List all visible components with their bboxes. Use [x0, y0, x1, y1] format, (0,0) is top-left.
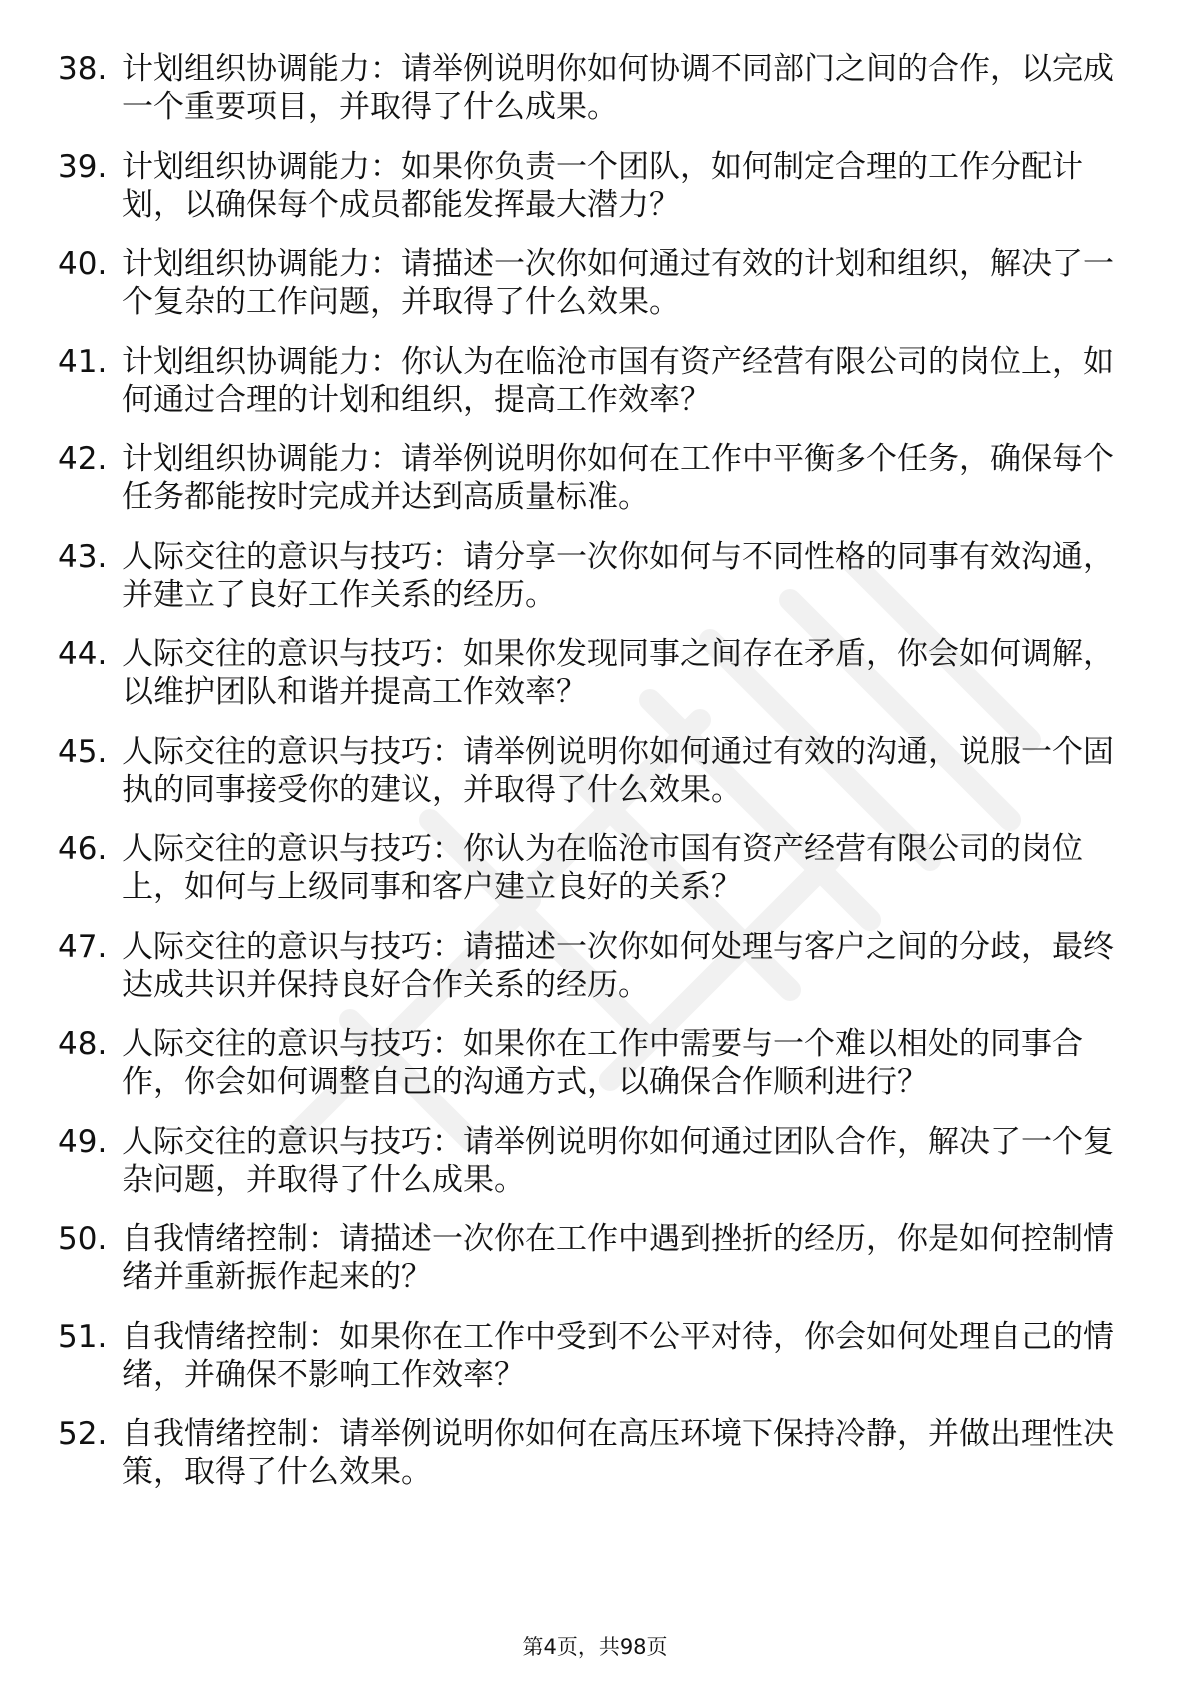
- question-number: 52.: [58, 1416, 108, 1452]
- question-text: 人际交往的意识与技巧：请描述一次你如何处理与客户之间的分歧，最终达成共识并保持良好合作关系的经历。: [122, 928, 1114, 1003]
- question-item-42: [58, 440, 1138, 516]
- question-number: 44.: [58, 636, 108, 672]
- question-item-46: [58, 830, 1138, 906]
- question-number: 38.: [58, 51, 108, 87]
- question-item-39: [58, 148, 1138, 224]
- question-item-51: [58, 1318, 1138, 1394]
- question-number: 45.: [58, 733, 108, 770]
- question-number: 46.: [58, 831, 108, 867]
- question-text: 人际交往的意识与技巧：请分享一次你如何与不同性格的同事有效沟通，并建立了良好工作关系的经历。: [122, 538, 1114, 613]
- question-text: 计划组织协调能力：请举例说明你如何协调不同部门之间的合作，以完成一个重要项目，并取得了什么成果。: [122, 51, 1114, 125]
- question-number: 51.: [58, 1318, 108, 1355]
- question-item-43: [58, 538, 1138, 614]
- question-text: 计划组织协调能力：请举例说明你如何在工作中平衡多个任务，确保每个任务都能按时完成并达到高质量标准。: [122, 441, 1114, 515]
- question-item-45: [58, 733, 1138, 809]
- question-number: 40.: [58, 246, 108, 282]
- question-item-38: [58, 50, 1138, 126]
- question-text: 人际交往的意识与技巧：请举例说明你如何通过有效的沟通，说服一个固执的同事接受你的建议，并取得了什么效果。: [122, 733, 1114, 808]
- page-number-label: 第4页，共98页: [522, 1635, 668, 1659]
- question-text: 计划组织协调能力：如果你负责一个团队，如何制定合理的工作分配计划，以确保每个成员都能发挥最大潜力？: [122, 148, 1083, 223]
- question-text: 计划组织协调能力：请描述一次你如何通过有效的计划和组织，解决了一个复杂的工作问题，并取得了什么效果。: [122, 246, 1114, 320]
- question-item-49: [58, 1123, 1138, 1199]
- question-text: 计划组织协调能力：你认为在临沧市国有资产经营有限公司的岗位上，如何通过合理的计划和组织，提高工作效率？: [122, 343, 1114, 418]
- question-item-40: [58, 245, 1138, 321]
- question-number: 43.: [58, 538, 108, 575]
- question-text: 人际交往的意识与技巧：如果你发现同事之间存在矛盾，你会如何调解，以维护团队和谐并提高工作效率？: [122, 636, 1114, 710]
- question-number: 49.: [58, 1123, 108, 1160]
- question-number: 42.: [58, 441, 108, 477]
- question-number: 47.: [58, 928, 108, 965]
- question-number: 39.: [58, 148, 108, 185]
- question-number: 50.: [58, 1221, 108, 1257]
- question-text: 自我情绪控制：如果你在工作中受到不公平对待，你会如何处理自己的情绪，并确保不影响工作效率？: [122, 1318, 1114, 1393]
- question-text: 人际交往的意识与技巧：请举例说明你如何通过团队合作，解决了一个复杂问题，并取得了什么成果。: [122, 1123, 1114, 1198]
- question-item-44: [58, 635, 1138, 711]
- question-item-52: [58, 1415, 1138, 1491]
- question-number: 48.: [58, 1026, 108, 1062]
- question-list: [58, 50, 1138, 1513]
- page-footer: [0, 1635, 1190, 1659]
- question-item-48: [58, 1025, 1138, 1101]
- question-item-41: [58, 343, 1138, 419]
- question-item-47: [58, 928, 1138, 1004]
- question-text: 自我情绪控制：请举例说明你如何在高压环境下保持冷静，并做出理性决策，取得了什么效果。: [122, 1416, 1114, 1490]
- question-text: 人际交往的意识与技巧：你认为在临沧市国有资产经营有限公司的岗位上，如何与上级同事和客户建立良好的关系？: [122, 831, 1083, 905]
- question-item-50: [58, 1220, 1138, 1296]
- question-text: 人际交往的意识与技巧：如果你在工作中需要与一个难以相处的同事合作，你会如何调整自己的沟通方式，以确保合作顺利进行？: [122, 1026, 1083, 1100]
- question-number: 41.: [58, 343, 108, 380]
- question-text: 自我情绪控制：请描述一次你在工作中遇到挫折的经历，你是如何控制情绪并重新振作起来的？: [122, 1221, 1114, 1295]
